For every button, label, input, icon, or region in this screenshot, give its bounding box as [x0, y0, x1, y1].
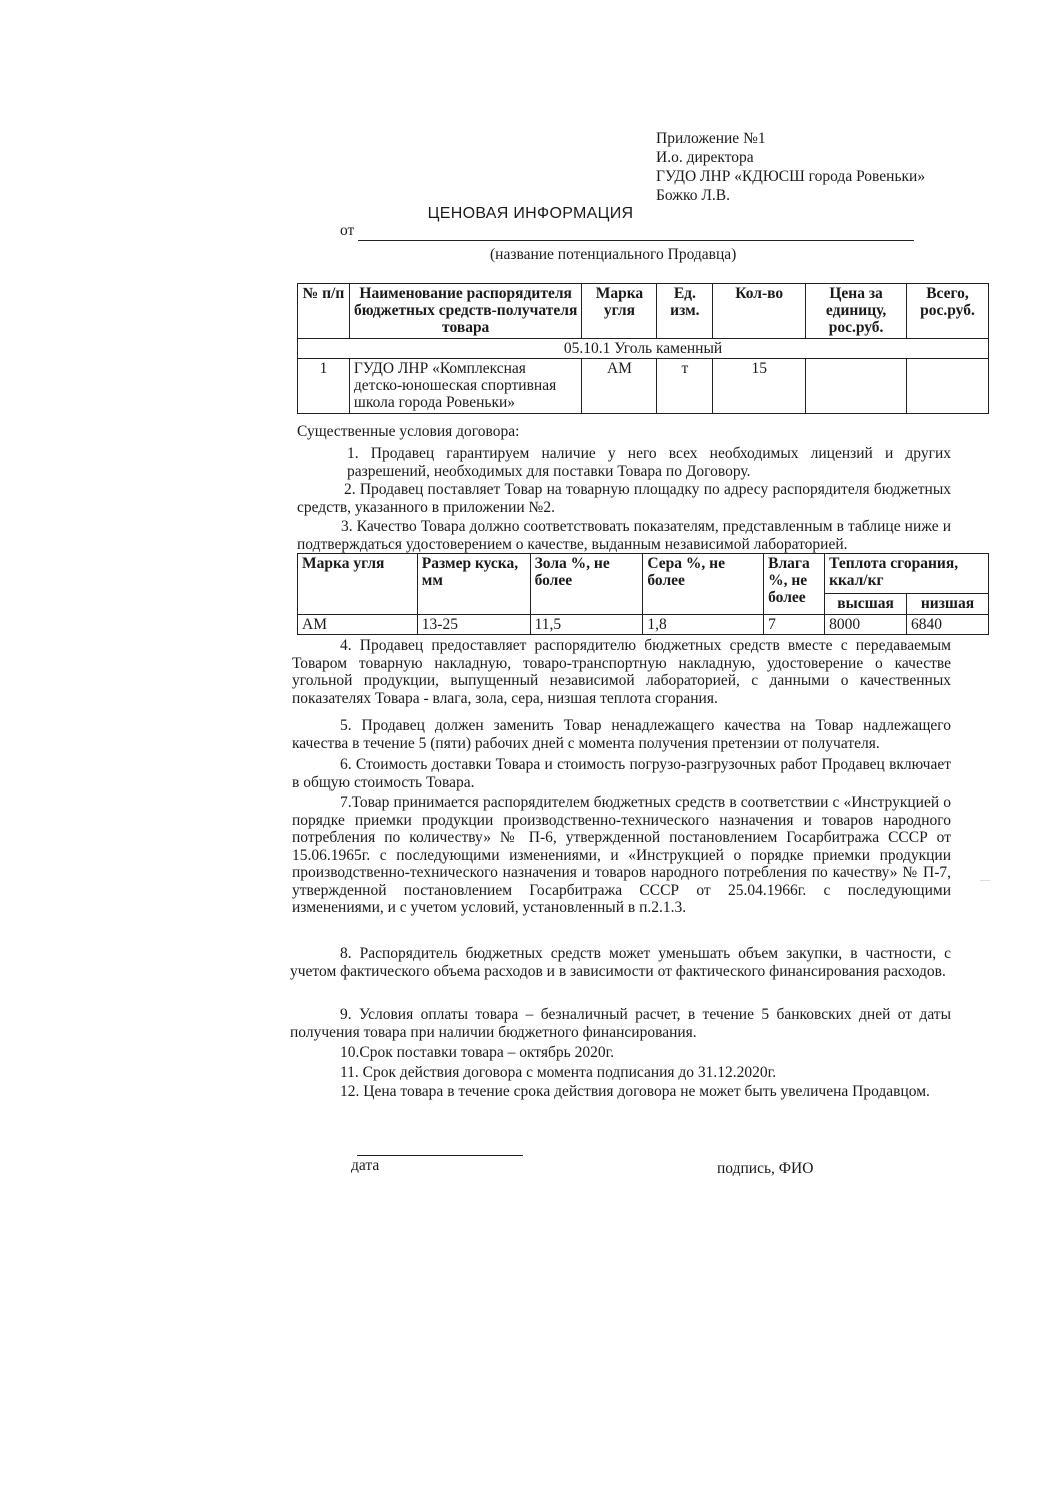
col-number: № п/п	[298, 284, 350, 339]
quality-table	[297, 553, 989, 635]
q-col-sulfur: Сера %, не более	[643, 554, 764, 615]
col-unit: Ед. изм.	[657, 284, 713, 339]
date-label: дата	[351, 1157, 380, 1174]
q-col-ash: Зола %, не более	[530, 554, 643, 615]
col-total: Всего, рос.руб.	[907, 284, 989, 339]
recipient-name: ГУДО ЛНР «Комплексная детско-юношеская спортивная школа города Ровеньки»	[349, 359, 582, 414]
q-moisture: 7	[764, 615, 825, 635]
condition-8: 8. Распорядитель бюджетных средств может уменьшать объем закупки, в частности, с учетом фактического объема расходов и в зависимости от фактического финансирования расходов.	[290, 945, 951, 980]
q-sulfur: 1,8	[643, 615, 764, 635]
director-title: И.о. директора	[656, 149, 754, 166]
price-table-header	[298, 284, 989, 339]
scan-mark	[980, 880, 990, 881]
seller-name-line	[358, 240, 914, 241]
q-col-heat-low: низшая	[907, 593, 989, 614]
col-brand: Марка угля	[582, 284, 657, 339]
q-col-moisture: Влага %, не более	[764, 554, 825, 615]
q-col-heat: Теплота сгорания, ккал/кг	[825, 554, 989, 594]
approval-header	[656, 129, 925, 205]
row-number: 1	[298, 359, 350, 414]
document-title: ЦЕНОВАЯ ИНФОРМАЦИЯ	[427, 205, 634, 222]
price-table-section	[298, 339, 989, 359]
q-heat-low: 6840	[907, 615, 989, 635]
date-line	[357, 1155, 523, 1156]
seller-caption: (название потенциального Продавца)	[490, 246, 737, 263]
condition-10: 10.Срок поставки товара – октябрь 2020г.	[340, 1044, 615, 1061]
condition-4: 4. Продавец предоставляет распорядителю бюджетных средств вместе с передаваемым Товаром товарную накладную, товаро-транспортную накладную, удостоверение о качестве угольной продукции, выпущенный независимой лабораторией, с данными о качественных показателях Товара - влага, зола, сера, низшая теплота сгорания.	[292, 637, 951, 707]
condition-9: 9. Условия оплаты товара – безналичный расчет, в течение 5 банковских дней от даты получения товара при наличии бюджетного финансирования.	[290, 1006, 951, 1041]
q-ash: 11,5	[530, 615, 643, 635]
condition-7: 7.Товар принимается распорядителем бюджетных средств в соответствии с «Инструкцией о порядке приемки продукции производственно-технического назначения и товаров народного потребления по количеству» № П-6, утвержденной постановлением Госарбитража СССР от 15.06.1965г. с последующими изменениями, и «Инструкцией о порядке приемки продукции производственно-технического назначения и товаров народного потребления по качеству» № П-7, утвержденной постановлением Госарбитража СССР от 25.04.1966г. с последующими изменениями, и с учетом условий, установленный в п.2.1.3.	[292, 794, 951, 916]
table-row	[298, 615, 989, 635]
table-row	[298, 359, 989, 414]
q-size: 13-25	[417, 615, 530, 635]
director-name: Божко Л.В.	[656, 187, 730, 204]
condition-12: 12. Цена товара в течение срока действия договора не может быть увеличена Продавцом.	[340, 1083, 930, 1100]
quantity: 15	[713, 359, 806, 414]
product-section-label: 05.10.1 Уголь каменный	[298, 339, 989, 359]
total-cell	[907, 359, 989, 414]
condition-1: 1. Продавец гарантируем наличие у него всех необходимых лицензий и других разрешений, необходимых для поставки Товара по Договору.	[347, 445, 951, 480]
unit: т	[657, 359, 713, 414]
conditions-title: Существенные условия договора:	[297, 423, 520, 440]
col-quantity: Кол-во	[713, 284, 806, 339]
quality-table-header	[298, 554, 989, 594]
q-col-heat-high: высшая	[825, 593, 907, 614]
appendix-number: Приложение №1	[656, 130, 766, 147]
unit-price-cell	[806, 359, 907, 414]
condition-6: 6. Стоимость доставки Товара и стоимость погрузо-разгрузочных работ Продавец включает в общую стоимость Товара.	[292, 756, 951, 791]
coal-brand: АМ	[582, 359, 657, 414]
price-table	[297, 283, 989, 414]
q-col-size: Размер куска, мм	[417, 554, 530, 615]
col-recipient: Наименование распорядителя бюджетных средств-получателя товара	[349, 284, 582, 339]
condition-2: 2. Продавец поставляет Товар на товарную площадку по адресу распорядителя бюджетных средств, указанного в приложении №2.	[297, 481, 951, 516]
condition-11: 11. Срок действия договора с момента подписания до 31.12.2020г.	[340, 1064, 777, 1081]
q-brand: АМ	[298, 615, 418, 635]
q-heat-high: 8000	[825, 615, 907, 635]
condition-5: 5. Продавец должен заменить Товар ненадлежащего качества на Товар надлежащего качества в течение 5 (пяти) рабочих дней с момента получения претензии от получателя.	[292, 717, 951, 752]
signature-label: подпись, ФИО	[717, 1160, 814, 1177]
from-label: от	[340, 222, 355, 239]
q-col-brand: Марка угля	[298, 554, 418, 615]
col-unit-price: Цена за единицу, рос.руб.	[806, 284, 907, 339]
condition-3: 3. Качество Товара должно соответствовать показателям, представленным в таблице ниже и подтверждаться удостоверением о качестве, выданным независимой лабораторией.	[297, 518, 951, 553]
organization-name: ГУДО ЛНР «КДЮСШ города Ровеньки»	[656, 168, 926, 185]
